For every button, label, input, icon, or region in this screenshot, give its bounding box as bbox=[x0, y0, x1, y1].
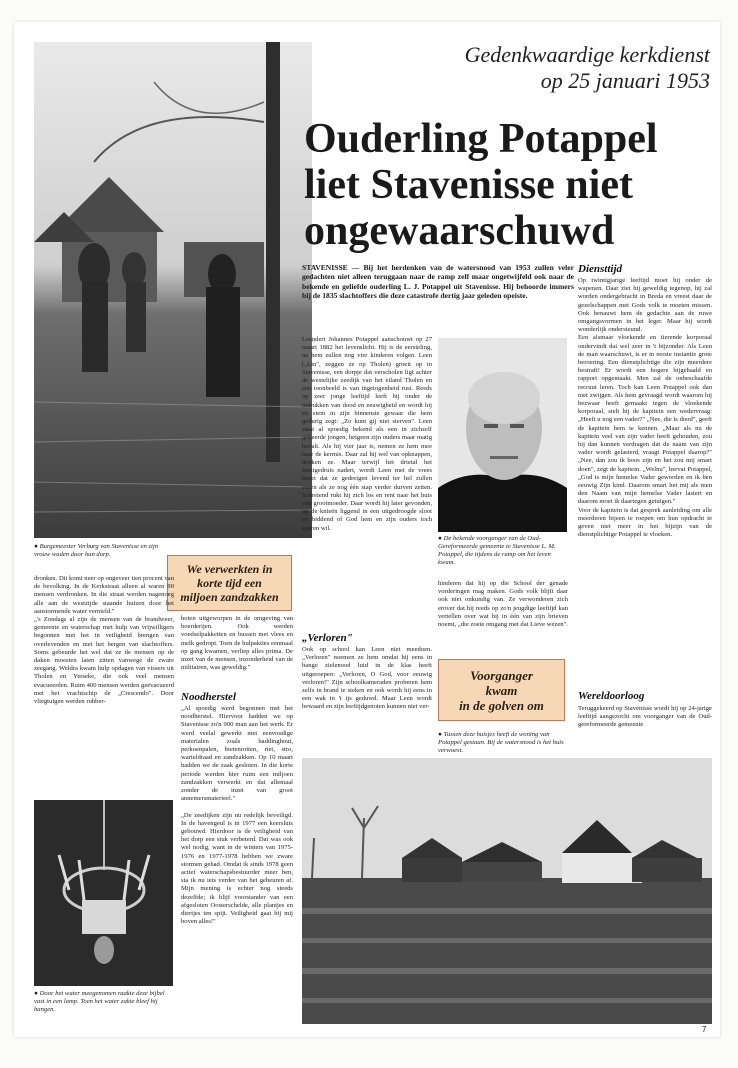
article-column-3a: Leendert Johannes Potappel aanschouwt op 27 maart 1882 het levenslicht. Hij is de eersteling, na hem zullen nog vier kinderen volgen. Leen („Lin", zeggen ze op Tholen) groeit op in Stavenisse, een dorpje dat verscholen ligt achter de westelijke zeedijk van het eiland Tholen en een toonbeeld is van ingetogenheid rust. Reeds op zeer jonge leeftijd leeft hij onder de indrukken van dood en eeuwigheid en wordt hij en stem in zijn binnenste gewaar die hem gedurig zegt: „Zo kunt gij niet sterven". Leen staat al spoedig bekend als een in zichzelf gekeerde jongen, hetgeen zijn ouders maar matig bevalt. Als hij vier jaar is, nemen ze hem mee naar de kermis. Daar zal hij wel van opknappen, denken ze. Maar terwijl het drietal het feestgedruis nadert, wordt Leen met de vrees bezet dat ze gedreigen levend ter hel zullen varen als ze nog één stap verder durven zetten. Schreiend rukt hij zich los en rent naar het huis van grootmoeder. Daar wordt hij later gevonden, op de knieën liggend in een uitgedroogde sloot en biddend of God hem en zijn ouders toch sparen wil. bbox=[302, 336, 432, 532]
houses-image bbox=[302, 758, 712, 1024]
article-column-5a: Op twintigjarige leeftijd moet hij onder de wapenen. Daar ziet hij geweldig tegenop, hij zal worden ondergebracht in Breda en vreest daar de gezelschappen met Gods volk te moeten missen. Ook benauwt hem de gedachte aan de ruwe omgangsvormen in het leger. Maar hij wordt wonderlijk ondersteund. Een alsmaar vloekende en tierende korporaal ondervindt dat wel zeer in 't bijzonder. Als Leen de man waarschuwt, is er in eerste instantie grote beroering. Een dienstplichtige die zijn meerdere bestraft! Er wordt een hogere bijgehaald en rapport opgemaakt. Men zal de onbeschaafde recruut leren. Toch kan Leen Potappel ook dan niet zwijgen. Als hem gevraagd wordt waarom hij bezwaar heeft gemaakt tegen de vloekende korporaal, stelt hij de kapitein een wedervraag: „Heeft u nog een vader?" „Nee, die is dood", geeft de kapitein hem te kennen. „Maar als nu de kapitein veel van zijn vader heeft gehouden, zou hij dan kunnen verdragen dat de naam van zijn vader wordt gelasterd, vraagt Potappel daarop?" „Nee, dan zou ik boos zijn en het zou mij smart doen", zegt de kapitein. „Welnu", hervat Potappel, „God is mijn hemelse Vader geworden en ik ben eeuwig Zijn kind. Daarom smart het mij als men den Naam van mijn hemelse Vader lastert en daarom moet ik daartegen getuigen." Voor de kapitein is dat gesprek aanleiding om alle meerderen bijeen te roepen om hun opdracht te geven niet meer in het bijzijn van de dienstplichtige Potappel te vloeken. bbox=[578, 277, 712, 539]
portrait-photo bbox=[438, 338, 567, 532]
flood-photo-caption: ● Burgemeester Verburg van Stavenisse en zijn vrouw waden door hun dorp. bbox=[34, 543, 158, 558]
flood-photo-image bbox=[34, 42, 312, 538]
article-column-2b: „Al spoedig werd begonnen met het noodherstel. Hiervoor hadden we op Stavenisse zo'n 900 man aan het werk. Er werd veelal gewerkt met eenvoudige materialen zoals baddinghout, perkoenpalen, bietenrotten, riet, stro, warteldraad en zandzakken. Op 10 maart hadden we de zaak gesloten. In die korte periode werden hier ruim een miljoen zandzakken verwerkt en dat allemaal zonder de inzet van groot annemersmaterieel." „De zeedijken zijn nu redelijk beveiligd. In de havengeul is in 1977 een keersluis gebouwd. Hierdoor is de veiligheid van het dorp een stuk verbeterd. Dat was ook wel nodig, want in de winters van 1975-1976 en 1977-1978 hebben we zware stormen gehad. Omdat ik sinds 1978 geen actief waterschapsbestuurder meer ben, sta ik nu iets verder van het gebeuren af. Mijn mening is echter nog steeds dezelfde; ik blijf voorstander van een afgesloten Oosterschelde, alle plantjes en diertjes ten spijt. Veiligheid gaat bij mij boven alles!" bbox=[181, 705, 293, 926]
subhead-wereldoorlog: Wereldoorloog bbox=[578, 690, 645, 702]
kicker: Gedenkwaardige kerkdienst op 25 januari 1953 bbox=[464, 42, 710, 93]
quote-box-voorganger: Voorganger kwam in de golven om bbox=[438, 659, 565, 721]
article-column-4a: hinderen dat hij op die School der genade vorderingen mag maken. Gods volk blijft daar ook niet onkundig van. Ze verwonderen zich erover dat hij reeds op zo'n jeugdige leeftijd kan vertellen over wat hij in één van zijn brieven noemt, „die zoete omgang met dat Lieve wezen". bbox=[438, 580, 568, 629]
article-column-2a: boten uitgeworpen in de omgeving van boerderijen. Ook werden voedselpakketten en bussen met vlees en melk gedropt. Toen de hulpakties eenmaal op gang kwamen, verliep alles prima. De inzet van de mensen, inzonderheid van de militairen, was geweldig." bbox=[181, 615, 293, 672]
portrait-image bbox=[438, 338, 567, 532]
portrait-caption: ● De bekende voorganger van de Oud-Gereformeerde gemeente te Stavenisse L. M. Potappel, die tijdens de ramp om het leven kwam. bbox=[438, 535, 556, 566]
article-column-3b: Ook op school kan Leen niet meedoen. „Verloren" noemen ze hem omdat hij eens in bange zielenood luid in de klas heeft uitgeroepen: „Verloren, O God, voor eeuwig verloren!" Zijn schoolkameraden proberen hem zelfs in brand te steken en ook wordt hij eens in een wak in 't ijs geduwd. Maar Leen wordt bewaard en zijn leeftijdgenoten kunnen niet ver- bbox=[302, 646, 432, 711]
flood-photo bbox=[34, 42, 312, 538]
subhead-verloren: „Verloren" bbox=[302, 632, 353, 644]
quote-box-sandbags: We verwerkten in korte tijd een miljoen zandzakken bbox=[167, 555, 292, 611]
chandelier-photo bbox=[34, 800, 173, 986]
lead-paragraph: STAVENISSE — Bij het herdenken van de watersnood van 1953 zullen veler gedachten niet alleen teruggaan naar de ramp zelf maar ongetwijfeld ook naar de bekende en geliefde ouderling L. J. Potappel uit Stavenisse. Hij behoorde immers bij de 1835 slachtoffers die deze catastrofe dertig jaar geleden opeiste. bbox=[302, 263, 574, 301]
page-number: 7 bbox=[702, 1025, 707, 1034]
newspaper-page bbox=[14, 22, 720, 1037]
subhead-noodherstel: Noodherstel bbox=[181, 691, 236, 703]
chandelier-caption: ● Door het water meegenomen raakte deze bijbel vast in een lamp. Toen het water zakte bleef hij hangen. bbox=[34, 990, 165, 1013]
chandelier-image bbox=[34, 800, 173, 986]
article-column-1: dronken. Dit komt neer op ongeveer tien procent van de bevolking. In de Kerkstraat alleen al waren 90 mensen verdronken. In die straat werden nagenoeg alle aan de westzijde staande huizen door het aanstormende water vernield." „'s Zondags al zijn de mensen van de brandweer, gemeente en waterschap met hulp van vrijwilligers begonnen met het in veiligheid brengen van overlevenden en met het bergen van slachtoffers. Soms gebeurde het wel dat ze de mensen op de daken moesten laten zitten vanwege de zware zeegang. Weldra kwam hulp opdagen van vissers uit Tholen en Yerseke, die ook veel mensen evacueerden. Ruim 400 mensen werden geëvacueerd met het vrachtschip de „Crescendo". Door vliegtuigen werden rubber- bbox=[34, 575, 174, 706]
houses-photo bbox=[302, 758, 712, 1024]
article-column-5b: Teruggekeerd op Stavenisse wordt hij op 24-jarige leeftijd aangezocht om voorganger van de Oud-gereformeerde gemeente bbox=[578, 705, 712, 729]
houses-caption: ● Tussen deze huisjes heeft de woning van Potappel gestaan. Bij de watersnood is het huis verwoest. bbox=[438, 731, 564, 754]
headline: Ouderling Potappel liet Stavenisse niet ongewaarschuwd bbox=[304, 116, 658, 254]
subhead-diensttijd: Diensttijd bbox=[578, 263, 623, 275]
